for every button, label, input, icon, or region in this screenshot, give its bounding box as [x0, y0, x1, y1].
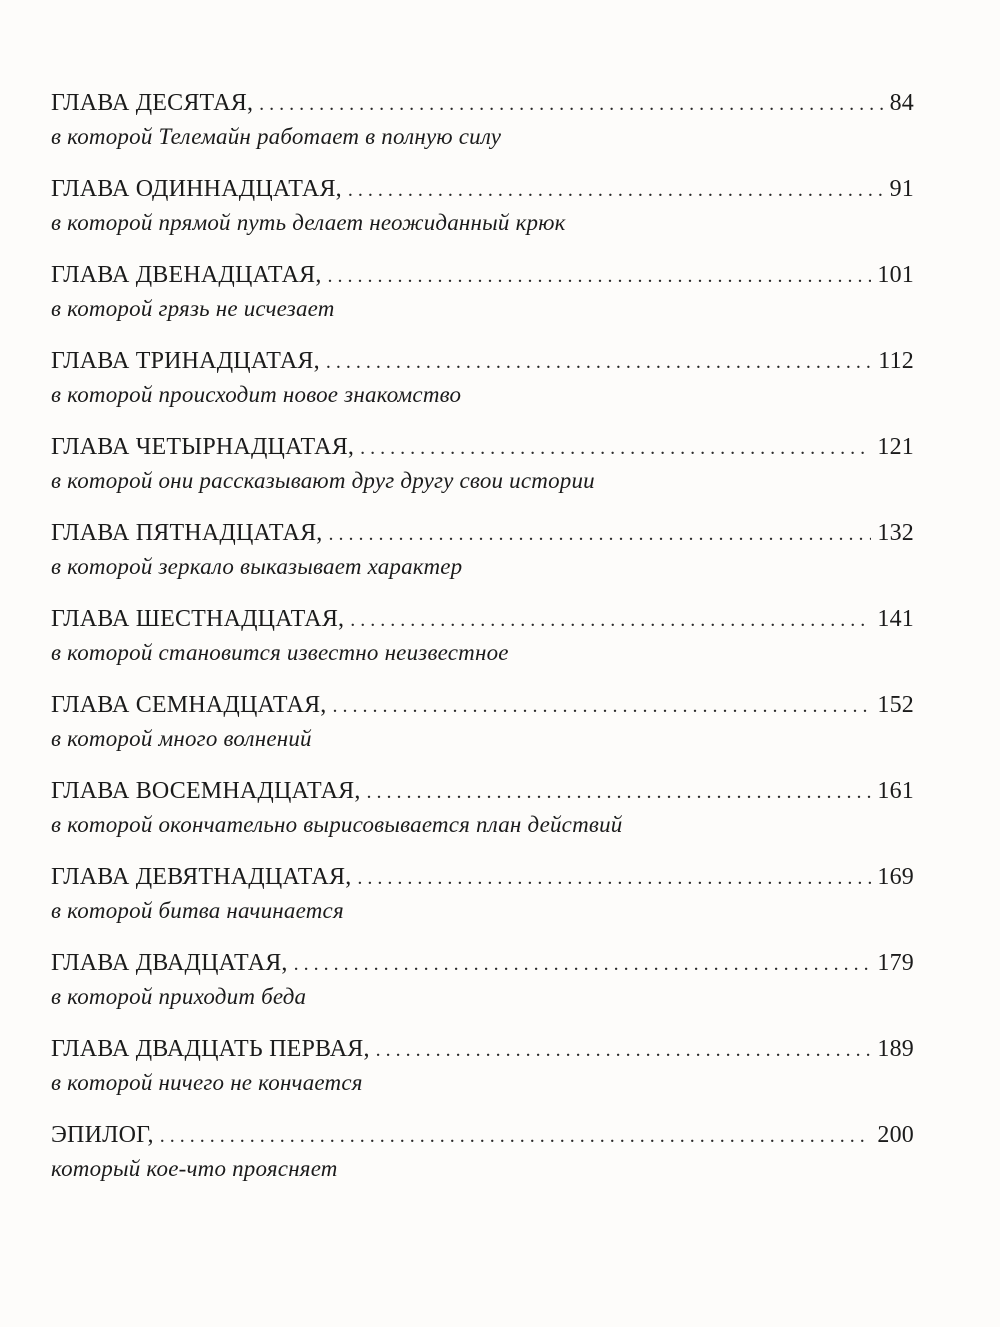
dot-leader — [360, 437, 871, 460]
page-number: 200 — [877, 1122, 914, 1148]
toc-entry-line — [51, 90, 914, 126]
chapter-subtitle: в которой грязь не исчезает — [51, 296, 335, 321]
toc-entry-line — [51, 864, 914, 900]
chapter-subtitle: в которой прямой путь делает неожиданный крюк — [51, 210, 566, 235]
toc-entry-line — [51, 950, 914, 986]
dot-leader — [367, 781, 872, 804]
dot-leader — [329, 523, 872, 546]
toc-entry-line — [51, 176, 914, 212]
chapter-title: ГЛАВА ОДИННАДЦАТАЯ, — [51, 176, 342, 202]
dot-leader — [259, 93, 883, 116]
toc-entry — [51, 520, 914, 606]
toc-entry — [51, 778, 914, 864]
table-of-contents — [51, 90, 914, 1208]
toc-entry — [51, 262, 914, 348]
dot-leader — [376, 1039, 872, 1062]
chapter-title: ГЛАВА ВОСЕМНАДЦАТАЯ, — [51, 778, 361, 804]
chapter-title: ГЛАВА ПЯТНАДЦАТАЯ, — [51, 520, 323, 546]
toc-entry — [51, 1122, 914, 1208]
chapter-title: ГЛАВА ШЕСТНАДЦАТАЯ, — [51, 606, 345, 632]
chapter-title: ГЛАВА ЧЕТЫРНАДЦАТАЯ, — [51, 434, 355, 460]
chapter-subtitle: в которой они рассказывают друг другу свои истории — [51, 468, 595, 493]
page-number: 132 — [877, 520, 914, 546]
dot-leader — [350, 609, 871, 632]
page-number: 91 — [889, 176, 914, 202]
toc-entry — [51, 348, 914, 434]
toc-entry — [51, 434, 914, 520]
toc-entry — [51, 950, 914, 1036]
toc-entry-line — [51, 1122, 914, 1158]
toc-entry — [51, 90, 914, 176]
chapter-subtitle: в которой зеркало выказывает характер — [51, 554, 463, 579]
chapter-subtitle: в которой Телемайн работает в полную силу — [51, 124, 502, 149]
dot-leader — [328, 265, 872, 288]
chapter-subtitle: в которой становится известно неизвестное — [51, 640, 509, 665]
dot-leader — [326, 351, 872, 374]
page-number: 161 — [877, 778, 914, 804]
page-number: 152 — [877, 692, 914, 718]
chapter-subtitle: в которой приходит беда — [51, 984, 307, 1009]
page-number: 169 — [877, 864, 914, 890]
dot-leader — [348, 179, 884, 202]
chapter-title: ГЛАВА СЕМНАДЦАТАЯ, — [51, 692, 327, 718]
chapter-title: ГЛАВА ДВЕНАДЦАТАЯ, — [51, 262, 322, 288]
page-number: 189 — [877, 1036, 914, 1062]
toc-entry-line — [51, 434, 914, 470]
dot-leader — [294, 953, 872, 976]
toc-entry — [51, 1036, 914, 1122]
chapter-subtitle: в которой происходит новое знакомство — [51, 382, 462, 407]
page-number: 112 — [878, 348, 914, 374]
dot-leader — [333, 695, 872, 718]
page-number: 179 — [877, 950, 914, 976]
toc-entry-line — [51, 606, 914, 642]
dot-leader — [357, 867, 871, 890]
toc-entry-line — [51, 778, 914, 814]
chapter-subtitle: в которой битва начинается — [51, 898, 344, 923]
toc-entry — [51, 864, 914, 950]
chapter-subtitle: в которой ничего не кончается — [51, 1070, 363, 1095]
page-number: 121 — [877, 434, 914, 460]
page-number: 84 — [889, 90, 914, 116]
chapter-title: ГЛАВА ДЕСЯТАЯ, — [51, 90, 254, 116]
chapter-title: ГЛАВА ТРИНАДЦАТАЯ, — [51, 348, 320, 374]
chapter-subtitle: в которой окончательно вырисовывается план действий — [51, 812, 623, 837]
toc-entry — [51, 176, 914, 262]
toc-entry — [51, 692, 914, 778]
chapter-title: ГЛАВА ДЕВЯТНАДЦАТАЯ, — [51, 864, 352, 890]
chapter-subtitle: который кое-что проясняет — [51, 1156, 338, 1181]
toc-entry-line — [51, 692, 914, 728]
chapter-title: ГЛАВА ДВАДЦАТАЯ, — [51, 950, 288, 976]
dot-leader — [160, 1125, 872, 1148]
toc-entry-line — [51, 520, 914, 556]
chapter-subtitle: в которой много волнений — [51, 726, 312, 751]
toc-entry — [51, 606, 914, 692]
toc-entry-line — [51, 348, 914, 384]
toc-entry-line — [51, 262, 914, 298]
chapter-title: ГЛАВА ДВАДЦАТЬ ПЕРВАЯ, — [51, 1036, 370, 1062]
chapter-title: ЭПИЛОГ, — [51, 1122, 154, 1148]
page-number: 101 — [877, 262, 914, 288]
page-number: 141 — [877, 606, 914, 632]
toc-entry-line — [51, 1036, 914, 1072]
